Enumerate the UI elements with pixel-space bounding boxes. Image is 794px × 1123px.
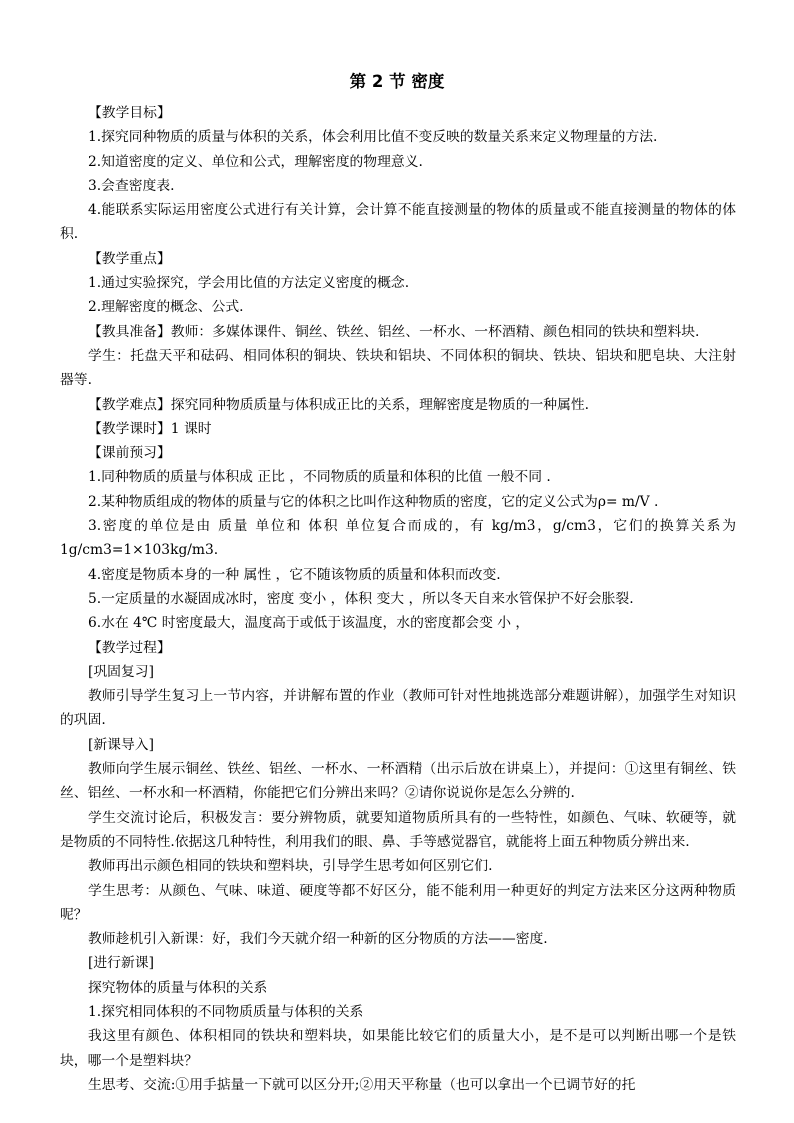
paragraph: 学生思考：从颜色、气味、味道、硬度等都不好区分，能不能利用一种更好的判定方法来区分这两种物质呢？ [60, 882, 736, 923]
paragraph: 【教学目标】 [88, 105, 171, 121]
paragraph: 4.能联系实际运用密度公式进行有关计算，会计算不能直接测量的物体的质量或不能直接测量的物体的体积. [60, 202, 736, 243]
paragraph: 教师引导学生复习上一节内容，并讲解布置的作业（教师可针对性地挑选部分难题讲解），加强学生对知识的巩固. [60, 688, 736, 729]
paragraph: 【课前预习】 [88, 445, 171, 462]
paragraph: 探究物体的质量与体积的关系 [88, 979, 268, 996]
paragraph: 6.水在 4℃ 时密度最大，温度高于或低于该温度，水的密度都会变 小 ， [88, 615, 530, 632]
paragraph: 1.探究同种物质的质量与体积的关系，体会利用比值不变反映的数量关系来定义物理量的方法. [88, 129, 658, 146]
paragraph: 【教具准备】教师：多媒体课件、铜丝、铁丝、铝丝、一杯水、一杯酒精、颜色相同的铁块和塑料块. [88, 323, 700, 340]
paragraph: 2.某种物质组成的物体的质量与它的体积之比叫作这种物质的密度，它的定义公式为ρ= m/V . [88, 493, 659, 510]
document-body [60, 101, 736, 1097]
paragraph: [新课导入] [88, 736, 154, 753]
paragraph: 3.密度的单位是由 质量 单位和 体积 单位复合而成的，有 kg/m3，g/cm3，它们的换算关系为 1g/cm3=1×103kg/m3. [60, 518, 736, 559]
paragraph: 教师趁机引入新课：好，我们今天就介绍一种新的区分物质的方法——密度. [88, 931, 548, 948]
paragraph: 1.通过实验探究，学会用比值的方法定义密度的概念. [88, 275, 410, 292]
paragraph: 4.密度是物质本身的一种 属性 ，它不随该物质的质量和体积而改变. [88, 566, 501, 583]
paragraph: 学生交流讨论后，积极发言：要分辨物质，就要知道物质所具有的一些特性，如颜色、气味、软硬等，就是物质的不同特性.依据这几种特性，利用我们的眼、鼻、手等感觉器官，就能将上面五种物质分辨出来. [60, 809, 736, 850]
paragraph: 【教学课时】1 课时 [88, 420, 212, 437]
page-title: 第 2 节 密度 [349, 72, 445, 91]
paragraph: 1.同种物质的质量与体积成 正比 ，不同物质的质量和体积的比值 一般不同 . [88, 469, 551, 486]
paragraph: 3.会查密度表. [88, 177, 175, 194]
paragraph: [进行新课] [88, 955, 154, 972]
paragraph: [巩固复习] [88, 663, 154, 680]
paragraph: 生思考、交流:①用手掂量一下就可以区分开;②用天平称量（也可以拿出一个已调节好的托 [88, 1076, 636, 1093]
paragraph: 教师再出示颜色相同的铁块和塑料块，引导学生思考如何区别它们. [88, 858, 493, 875]
paragraph: 学生：托盘天平和砝码、相同体积的铜块、铁块和铝块、不同体积的铜块、铁块、铝块和肥皂块、大注射器等. [60, 347, 736, 389]
paragraph: 2.理解密度的概念、公式. [88, 299, 244, 316]
paragraph: 1.探究相同体积的不同物质质量与体积的关系 [88, 1003, 364, 1020]
paragraph: 我这里有颜色、体积相同的铁块和塑料块，如果能比较它们的质量大小，是不是可以判断出哪一个是铁块，哪一个是塑料块？ [60, 1028, 736, 1069]
paragraph: 5.一定质量的水凝固成冰时，密度 变小 ，体积 变大 ，所以冬天自来水管保护不好会胀裂. [88, 590, 634, 607]
paragraph: 【教学难点】探究同种物质质量与体积成正比的关系，理解密度是物质的一种属性. [88, 396, 590, 413]
paragraph: 教师向学生展示铜丝、铁丝、铝丝、一杯水、一杯酒精（出示后放在讲桌上），并提问：①这里有铜丝、铁丝、铝丝、一杯水和一杯酒精，你能把它们分辨出来吗？②请你说说你是怎么分辨的. [60, 761, 736, 802]
paragraph: 2.知道密度的定义、单位和公式，理解密度的物理意义. [88, 153, 423, 170]
paragraph: 【教学过程】 [88, 639, 171, 656]
paragraph: 【教学重点】 [88, 250, 171, 267]
